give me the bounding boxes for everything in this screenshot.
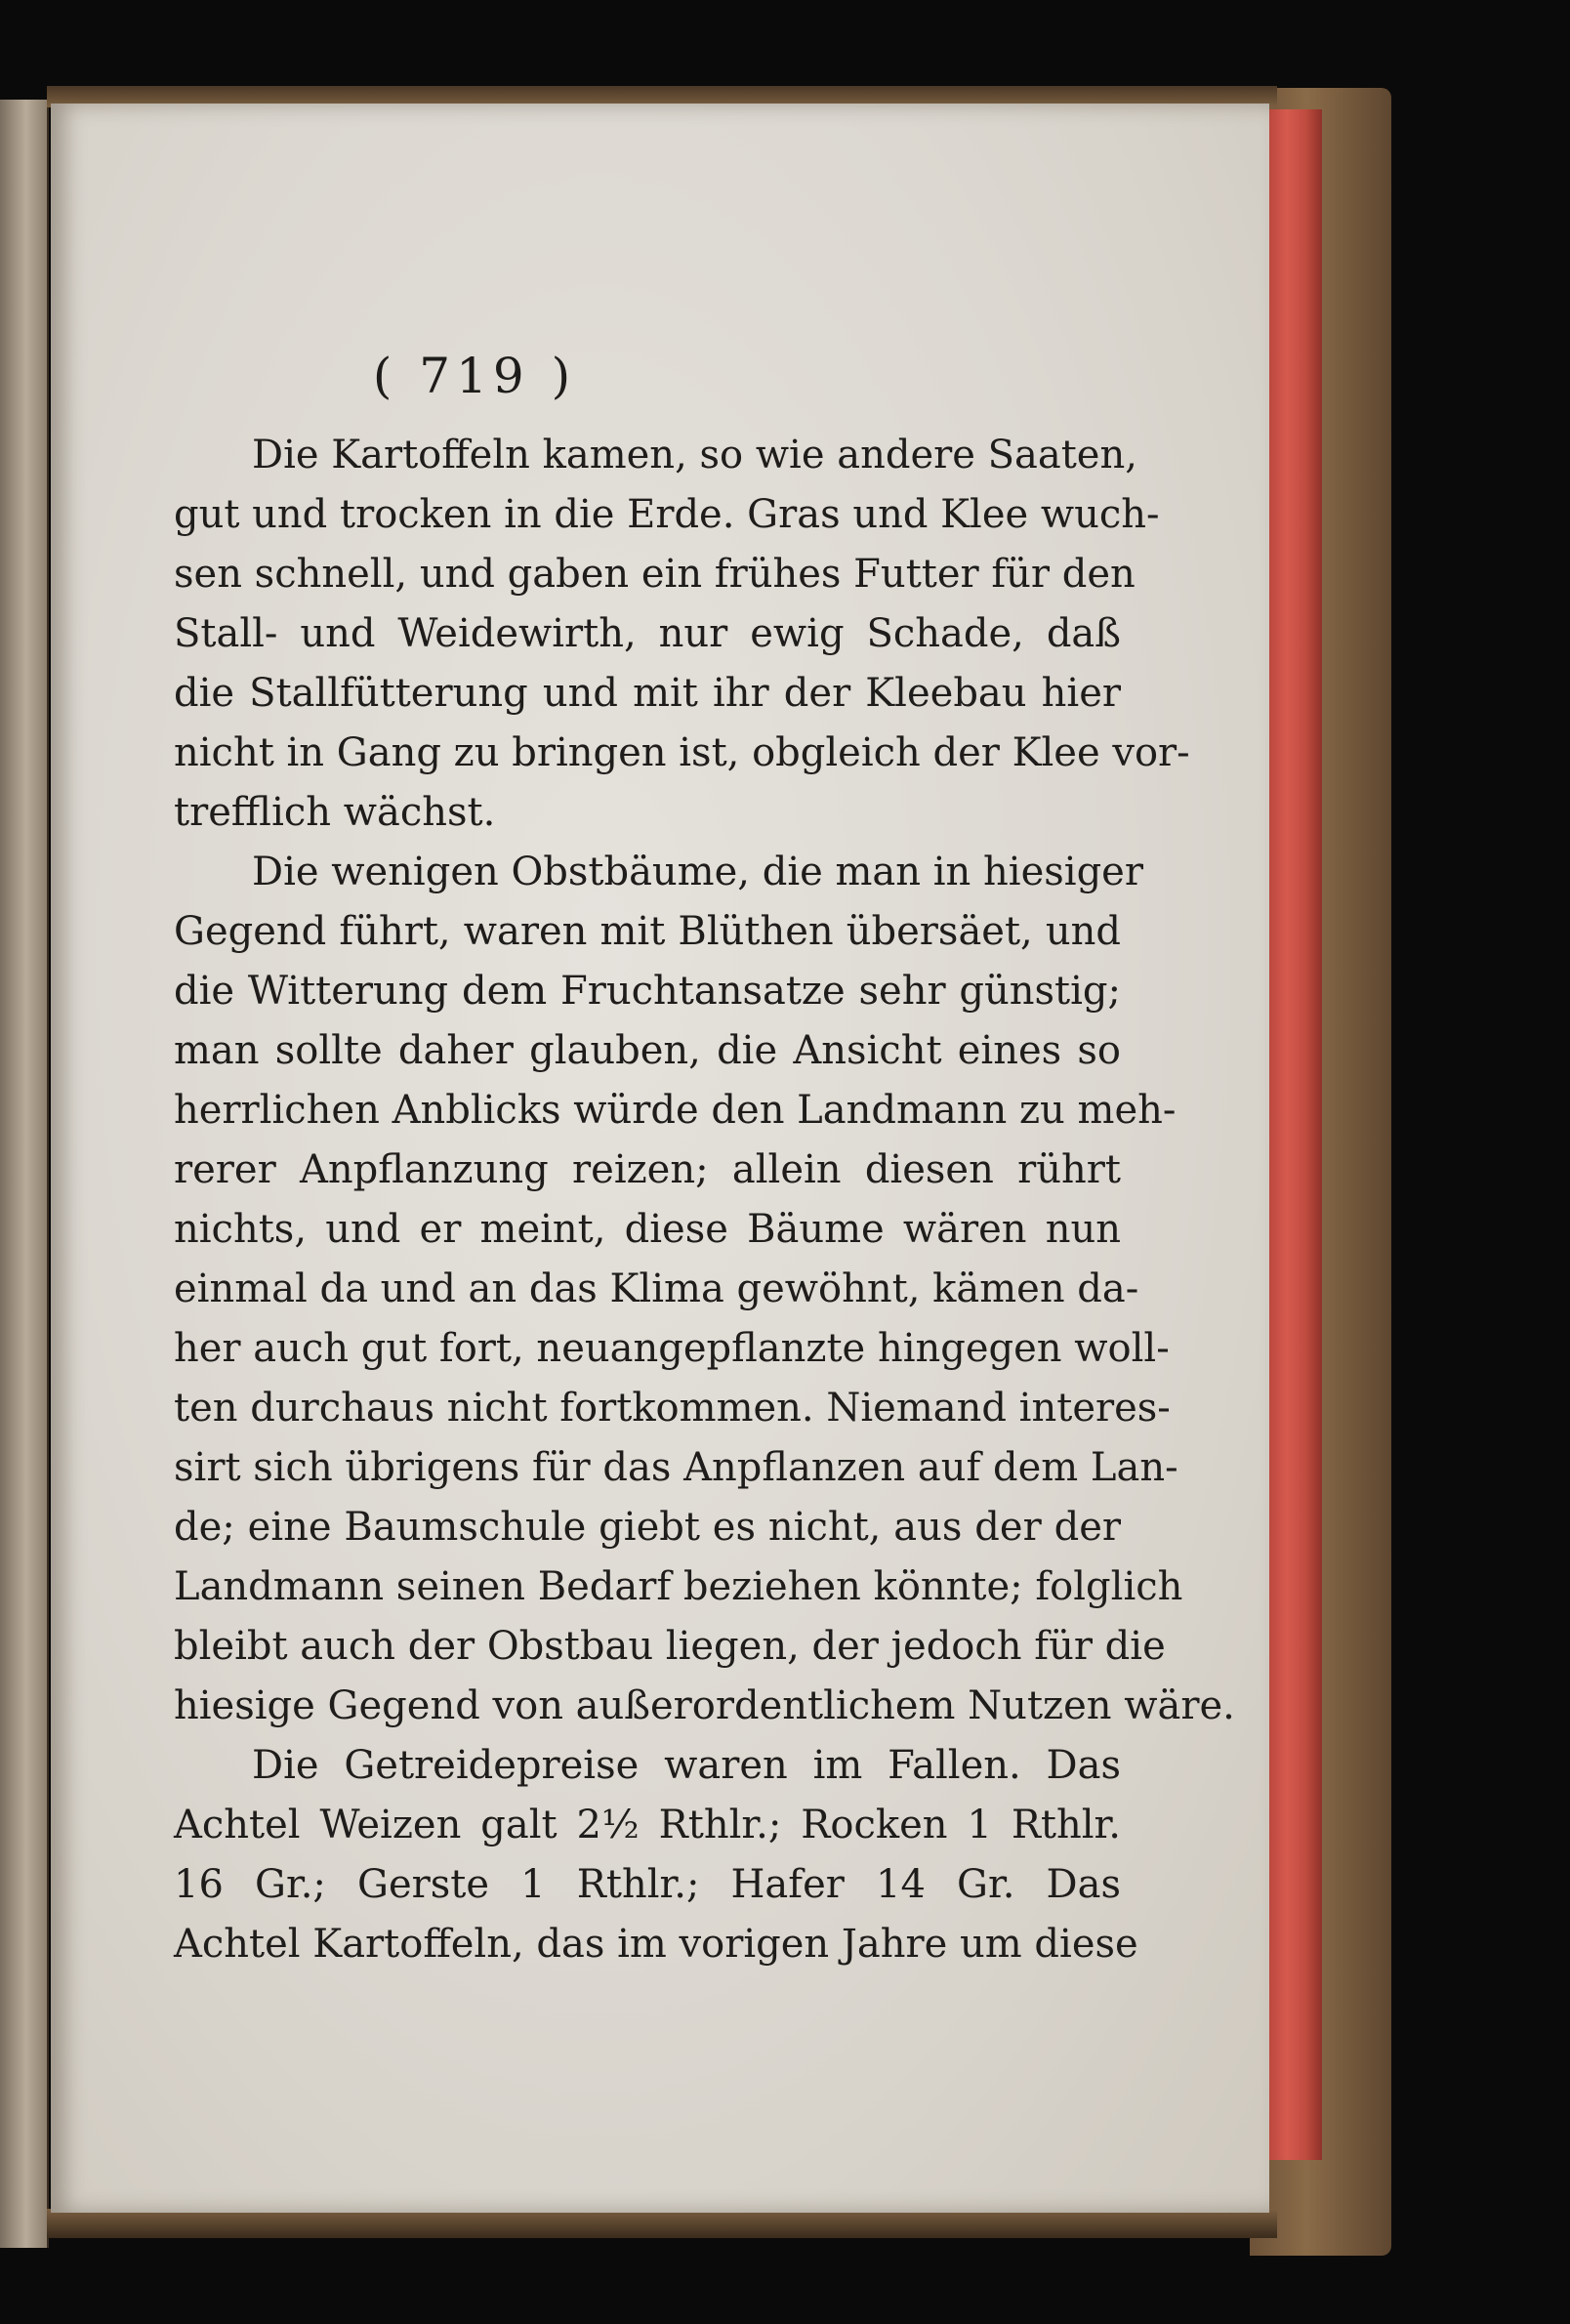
text-line: Landmann seinen Bedarf beziehen könnte; folglich bbox=[174, 1564, 1183, 1609]
text-line: Achtel Kartoffeln, das im vorigen Jahre um diese bbox=[174, 1922, 1138, 1967]
text-line: 16 Gr.; Gerste 1 Rthlr.; Hafer 14 Gr. Das bbox=[174, 1862, 1121, 1907]
text-line: sirt sich übrigens für das Anpflanzen auf dem Lan- bbox=[174, 1445, 1178, 1490]
text-line: Die Kartoffeln kamen, so wie andere Saaten, bbox=[252, 433, 1137, 477]
text-line: her auch gut fort, neuangepflanzte hingegen woll- bbox=[174, 1326, 1170, 1371]
page-number: ( 719 ) bbox=[372, 348, 577, 404]
left-page-edge bbox=[0, 100, 49, 2248]
text-line: gut und trocken in die Erde. Gras und Klee wuch- bbox=[174, 492, 1160, 537]
text-line: de; eine Baumschule giebt es nicht, aus der der bbox=[174, 1505, 1121, 1550]
text-line: herrlichen Anblicks würde den Landmann zu meh- bbox=[174, 1088, 1177, 1133]
text-line: rerer Anpflanzung reizen; allein diesen rührt bbox=[174, 1147, 1121, 1192]
text-line: Achtel Weizen galt 2½ Rthlr.; Rocken 1 Rthlr. bbox=[174, 1803, 1121, 1847]
text-line: hiesige Gegend von außerordentlichem Nutzen wäre. bbox=[174, 1683, 1235, 1728]
text-line: die Witterung dem Fruchtansatze sehr günstig; bbox=[174, 969, 1121, 1014]
book-tail-edge bbox=[47, 2209, 1277, 2238]
text-line: die Stallfütterung und mit ihr der Kleebau hier bbox=[174, 671, 1121, 716]
text-line: nicht in Gang zu bringen ist, obgleich der Klee vor- bbox=[174, 730, 1190, 775]
text-line: Stall- und Weidewirth, nur ewig Schade, daß bbox=[174, 611, 1121, 656]
book-page bbox=[51, 104, 1269, 2213]
text-line: man sollte daher glauben, die Ansicht eines so bbox=[174, 1028, 1121, 1073]
text-line: trefflich wächst. bbox=[174, 790, 496, 835]
red-page-edges bbox=[1267, 109, 1322, 2160]
body-text bbox=[174, 426, 1235, 1974]
text-line: einmal da und an das Klima gewöhnt, kämen da- bbox=[174, 1266, 1139, 1311]
text-line: Gegend führt, waren mit Blüthen übersäet, und bbox=[174, 909, 1121, 954]
text-line: sen schnell, und gaben ein frühes Futter für den bbox=[174, 552, 1136, 597]
text-line: ten durchaus nicht fortkommen. Niemand interes- bbox=[174, 1386, 1171, 1431]
text-line: nichts, und er meint, diese Bäume wären nun bbox=[174, 1207, 1121, 1252]
text-line: bleibt auch der Obstbau liegen, der jedoch für die bbox=[174, 1624, 1166, 1669]
text-line: Die Getreidepreise waren im Fallen. Das bbox=[252, 1743, 1121, 1788]
text-line: Die wenigen Obstbäume, die man in hiesiger bbox=[252, 850, 1143, 894]
